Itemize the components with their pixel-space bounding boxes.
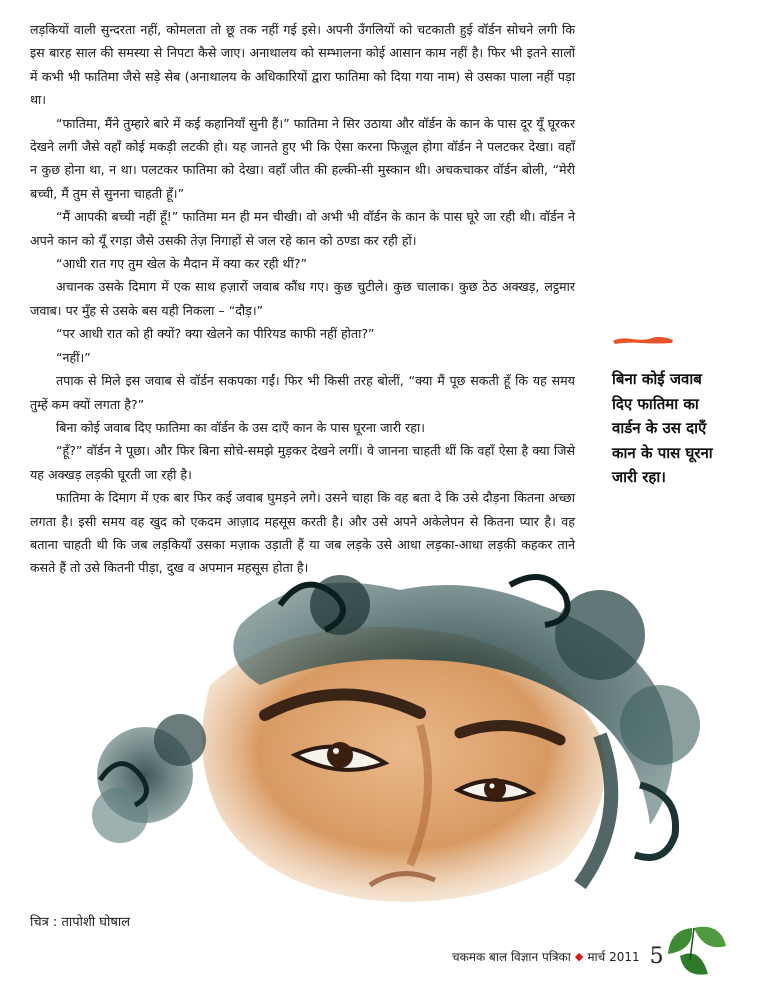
paragraph-10: “हूँ?” वॉर्डन ने पूछा। और फिर बिना सोचे-समझे मुड़कर देखने लगीं। वे जानना चाहती थीं कि वहाँ ऐसा है क्या जिसे यह अक्खड़ लड़की घूरती जा रही है।	[30, 443, 575, 482]
page-number: 5	[649, 943, 664, 969]
article-body	[30, 18, 575, 580]
issue-date: मार्च 2011	[587, 949, 640, 964]
paragraph-5: अचानक उसके दिमाग में एक साथ हज़ारों जवाब कौंध गए। कुछ चुटीले। कुछ चालाक। कुछ ठेठ अक्खड़, लट्ठमार जवाब। पर मुँह से उसके बस यही निकला – “दौड़।”	[30, 279, 575, 318]
paragraph-8: तपाक से मिले इस जवाब से वॉर्डन सकपका गईं। फिर भी किसी तरह बोलीं, “क्या मैं पूछ सकती हूँ कि यह समय तुम्हें कम क्यों लगता है?”	[30, 373, 575, 412]
green-leaf-icon	[660, 916, 730, 980]
paragraph-3: “मैं आपकी बच्ची नहीं हूँ!” फातिमा मन ही मन चीखी। वो अभी भी वॉर्डन के कान के पास घूरे जा रही थी। वॉर्डन ने अपने कान को यूँ रगड़ा जैसे उसकी तेज़ निगाहों से जल रहे कान को ठण्डा कर रही हों।	[30, 209, 575, 248]
paragraph-1: लड़कियों वाली सुन्दरता नहीं, कोमलता तो छू तक नहीं गई इसे। अपनी उँगलियों को चटकाती हुई वॉर्डन सोचने लगी कि इस बारह साल की समस्या से निपटा कैसे जाए। अनाथालय को सम्भालना कोई आसान काम नहीं है। फिर भी इतने सालों में कभी भी फातिमा जैसे सड़े सेब (अनाथालय के अधिकारियों द्वारा फातिमा को दिया गया नाम) से उसका पाला नहीं पड़ा था।	[30, 22, 575, 108]
watercolor-girl-face-illustration	[40, 565, 720, 910]
page-footer	[452, 943, 664, 969]
pull-quote	[612, 330, 722, 490]
paragraph-4: “आधी रात गए तुम खेल के मैदान में क्या कर रही थीं?”	[56, 256, 308, 272]
illustration-credit: चित्र : तापोशी घोषाल	[30, 915, 131, 930]
pull-quote-text: बिना कोई जवाब दिए फातिमा का वार्डन के उस दाएँ कान के पास घूरना जारी रहा।	[612, 370, 713, 486]
magazine-name: चकमक बाल विज्ञान पत्रिका	[452, 949, 571, 964]
paragraph-2: “फातिमा, मैंने तुम्हारे बारे में कई कहानियाँ सुनी हैं।” फातिमा ने सिर उठाया और वॉर्डन के कान के पास दूर यूँ घूरकर देखने लगी जैसे वहाँ कोई मकड़ी लटकी हो। यह जानते हुए भी कि ऐसा करना फिज़ूल होगा वॉर्डन ने पलटकर देखा। वहाँ न कुछ होना था, न था। पलटकर फातिमा को देखा। वहाँ जीत की हल्की-सी मुस्कान थी। अचकचाकर वॉर्डन बोली, “मेरी बच्ची, मैं तुम से सुनना चाहती हूँ।”	[30, 115, 575, 201]
paragraph-11: फातिमा के दिमाग में एक बार फिर कई जवाब घुमड़ने लगे। उसने चाहा कि वह बता दे कि उसे दौड़ना कितना अच्छा लगता है। इसी समय वह खुद को एकदम आज़ाद महसूस करती है। और उसे अपने अकेलेपन से कितना प्यार है। वह बताना चाहती थी कि जब लड़कियाँ उसका मज़ाक उड़ाती हैं या जब लड़के उसे आधा लड़का-आधा लड़की कहकर ताने कसते हैं तो उसे कितनी पीड़ा, दुख व अपमान महसूस होता है।	[30, 490, 575, 576]
paragraph-7: “नहीं।”	[56, 349, 91, 365]
brush-stroke-icon	[612, 336, 674, 345]
red-diamond-icon: ◆	[574, 949, 584, 963]
paragraph-6: “पर आधी रात को ही क्यों? क्या खेलने का पीरियड काफी नहीं होता?”	[56, 326, 375, 342]
paragraph-9: बिना कोई जवाब दिए फातिमा का वॉर्डन के उस दाएँ कान के पास घूरना जारी रहा।	[56, 419, 425, 435]
